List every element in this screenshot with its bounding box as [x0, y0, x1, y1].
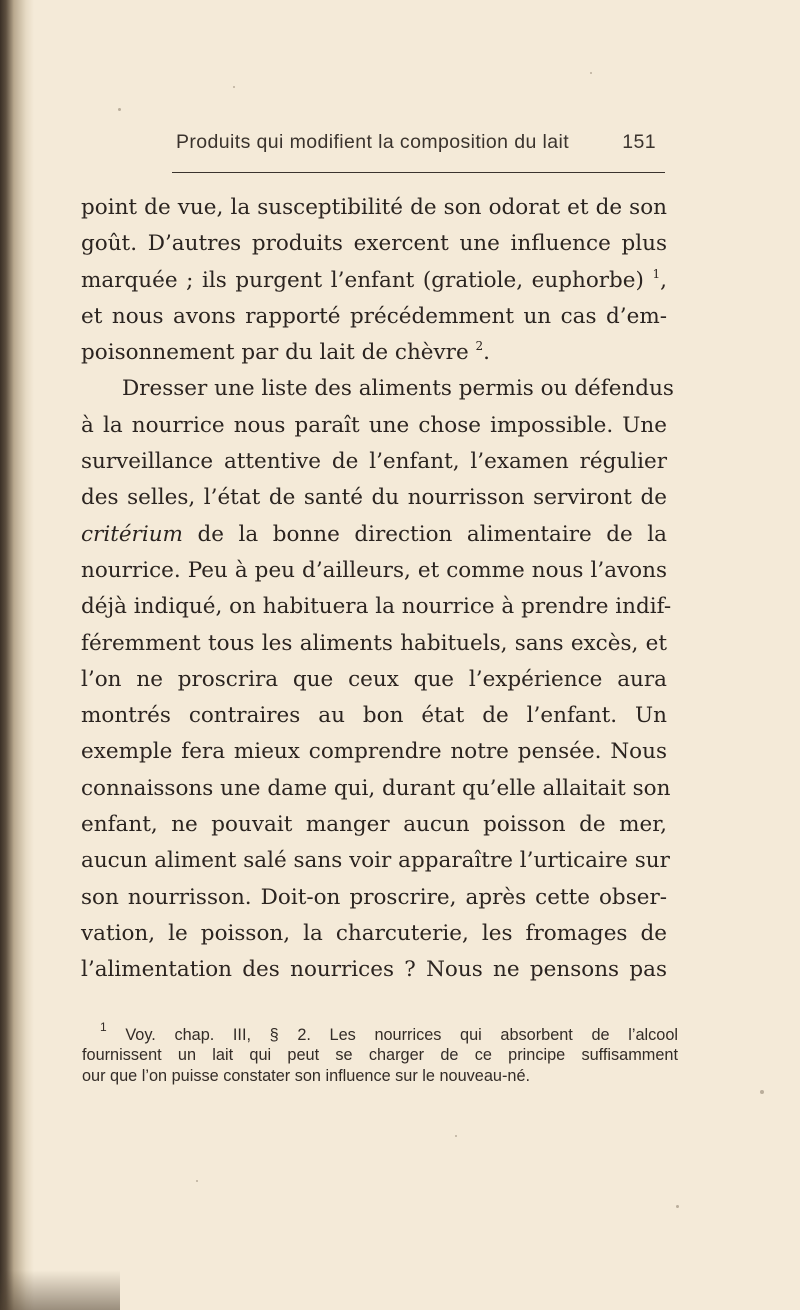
text-line	[81, 263, 667, 299]
paper-speck	[455, 1135, 457, 1137]
paper-speck	[233, 86, 235, 88]
text-line: surveillance attentive de l’enfant, l’examen régulier	[81, 449, 667, 475]
footnote-text: Voy. chap. III, § 2. Les nourrices qui absorbent de l’alcool	[125, 1026, 678, 1044]
text-line: exemple fera mieux comprendre notre pensée. Nous	[81, 739, 667, 765]
paper-speck	[590, 72, 592, 74]
footnote-number: 1	[100, 1020, 107, 1034]
footnote-mark: 1	[652, 266, 661, 281]
running-title: Produits qui modifient la composition du lait	[176, 131, 570, 153]
text-line: son nourrisson. Doit-on proscrire, après cette obser-	[81, 884, 667, 910]
italic-term: critérium	[81, 521, 183, 547]
text-segment: marquée ; ils purgent l’enfant (gratiole, euphorbe)	[81, 267, 644, 293]
text-line: montrés contraires au bon état de l’enfant. Un	[81, 703, 667, 729]
text-line: aucun aliment salé sans voir apparaître l’urticaire sur	[81, 848, 670, 874]
footnote-line	[82, 1020, 678, 1045]
text-line	[81, 517, 667, 553]
body-text	[81, 190, 674, 989]
paper-speck	[760, 1090, 764, 1094]
text-line: l’alimentation des nourrices ? Nous ne pensons pas	[81, 957, 667, 983]
text-segment: poisonnement par du lait de chèvre	[81, 340, 469, 366]
footnote-mark: 2	[475, 339, 484, 354]
text-line: Dresser une liste des aliments permis ou défendus	[122, 376, 674, 402]
text-line: vation, le poisson, la charcuterie, les fromages de	[81, 920, 667, 946]
footnote-line: fournissent un lait qui peut se charger de ce principe suffisamment	[82, 1046, 678, 1065]
footnotes	[82, 1020, 678, 1086]
text-line: point de vue, la susceptibilité de son odorat et de son	[81, 195, 667, 220]
page-binding-shadow	[0, 0, 34, 1310]
text-line: goût. D’autres produits exercent une influence plus	[81, 231, 667, 257]
text-segment: de la bonne direction alimentaire de la	[197, 521, 667, 547]
text-line: nourrice. Peu à peu d’ailleurs, et comme nous l’avons	[81, 557, 667, 583]
text-line: enfant, ne pouvait manger aucun poisson de mer,	[81, 812, 667, 838]
text-line: féremment tous les aliments habituels, sans excès, et	[81, 630, 667, 656]
text-line: déjà indiqué, on habituera la nourrice à prendre indif-	[81, 594, 672, 620]
paper-speck	[118, 108, 121, 111]
text-line	[81, 335, 667, 371]
page-corner-shadow	[0, 1270, 120, 1310]
text-segment: .	[483, 340, 490, 366]
text-segment: ,	[660, 267, 667, 293]
text-line: l’on ne proscrira que ceux que l’expérience aura	[81, 666, 667, 692]
text-line: connaissons une dame qui, durant qu’elle allaitait son	[81, 775, 671, 801]
text-line: et nous avons rapporté précédemment un cas d’em-	[81, 303, 667, 329]
text-line: à la nourrice nous paraît une chose impossible. Une	[81, 412, 667, 438]
header-rule	[172, 172, 665, 173]
page-number: 151	[622, 131, 656, 153]
footnote-line: our que l’on puisse constater son influence sur le nouveau-né.	[82, 1066, 531, 1085]
text-line: des selles, l’état de santé du nourrisson serviront de	[81, 485, 667, 511]
paper-speck	[196, 1180, 198, 1182]
running-header	[176, 131, 656, 161]
paper-speck	[676, 1205, 679, 1208]
